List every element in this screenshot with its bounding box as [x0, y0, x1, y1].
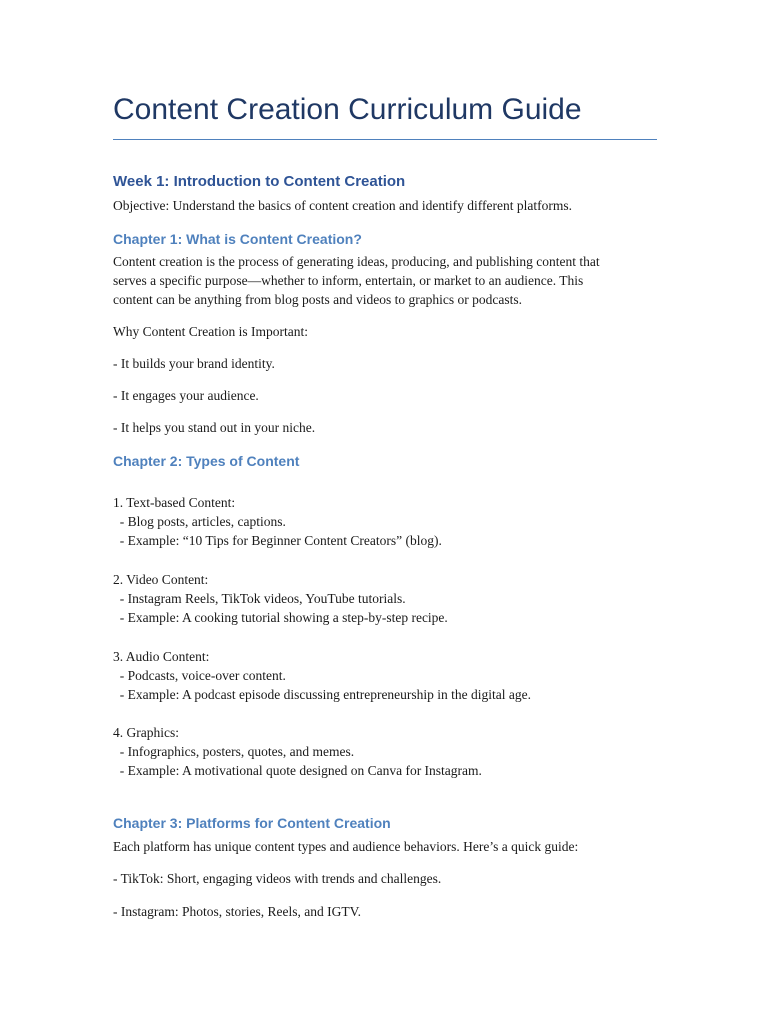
week-1-objective: Objective: Understand the basics of content creation and identify different platforms.: [113, 198, 572, 213]
week-1-heading: Week 1: Introduction to Content Creation: [113, 173, 406, 190]
document-title: Content Creation Curriculum Guide: [113, 93, 582, 126]
importance-point: - It builds your brand identity.: [113, 356, 275, 371]
content-type-title: 3. Audio Content:: [113, 649, 210, 664]
title-rule: [113, 139, 657, 140]
content-type-line: - Instagram Reels, TikTok videos, YouTube tutorials.: [113, 591, 406, 606]
content-type-line: - Podcasts, voice-over content.: [113, 668, 286, 683]
content-type-line: - Example: “10 Tips for Beginner Content Creators” (blog).: [113, 533, 442, 548]
chapter-1-heading: Chapter 1: What is Content Creation?: [113, 231, 362, 247]
platform-item: - TikTok: Short, engaging videos with trends and challenges.: [113, 871, 442, 886]
content-type-line: - Example: A cooking tutorial showing a step-by-step recipe.: [113, 610, 448, 625]
chapter-1-paragraph-line: serves a specific purpose—whether to inform, entertain, or market to an audience. This: [113, 273, 584, 288]
content-type-line: - Infographics, posters, quotes, and memes.: [113, 744, 355, 759]
platform-item: - Instagram: Photos, stories, Reels, and IGTV.: [113, 904, 361, 919]
chapter-2-heading: Chapter 2: Types of Content: [113, 453, 300, 469]
content-type-title: 4. Graphics:: [113, 725, 179, 740]
chapter-1-paragraph-line: content can be anything from blog posts and videos to graphics or podcasts.: [113, 292, 523, 307]
content-type-line: - Blog posts, articles, captions.: [113, 514, 286, 529]
content-type-title: 2. Video Content:: [113, 572, 209, 587]
importance-point: - It helps you stand out in your niche.: [113, 420, 316, 435]
content-type-title: 1. Text-based Content:: [113, 495, 236, 510]
chapter-1-paragraph-line: Content creation is the process of generating ideas, producing, and publishing content that: [113, 254, 600, 269]
importance-point: - It engages your audience.: [113, 388, 259, 403]
chapter-3-intro: Each platform has unique content types and audience behaviors. Here’s a quick guide:: [113, 839, 579, 854]
content-type-line: - Example: A podcast episode discussing entrepreneurship in the digital age.: [113, 687, 532, 702]
why-important-label: Why Content Creation is Important:: [113, 324, 308, 339]
chapter-3-heading: Chapter 3: Platforms for Content Creation: [113, 815, 391, 831]
content-type-line: - Example: A motivational quote designed on Canva for Instagram.: [113, 763, 482, 778]
